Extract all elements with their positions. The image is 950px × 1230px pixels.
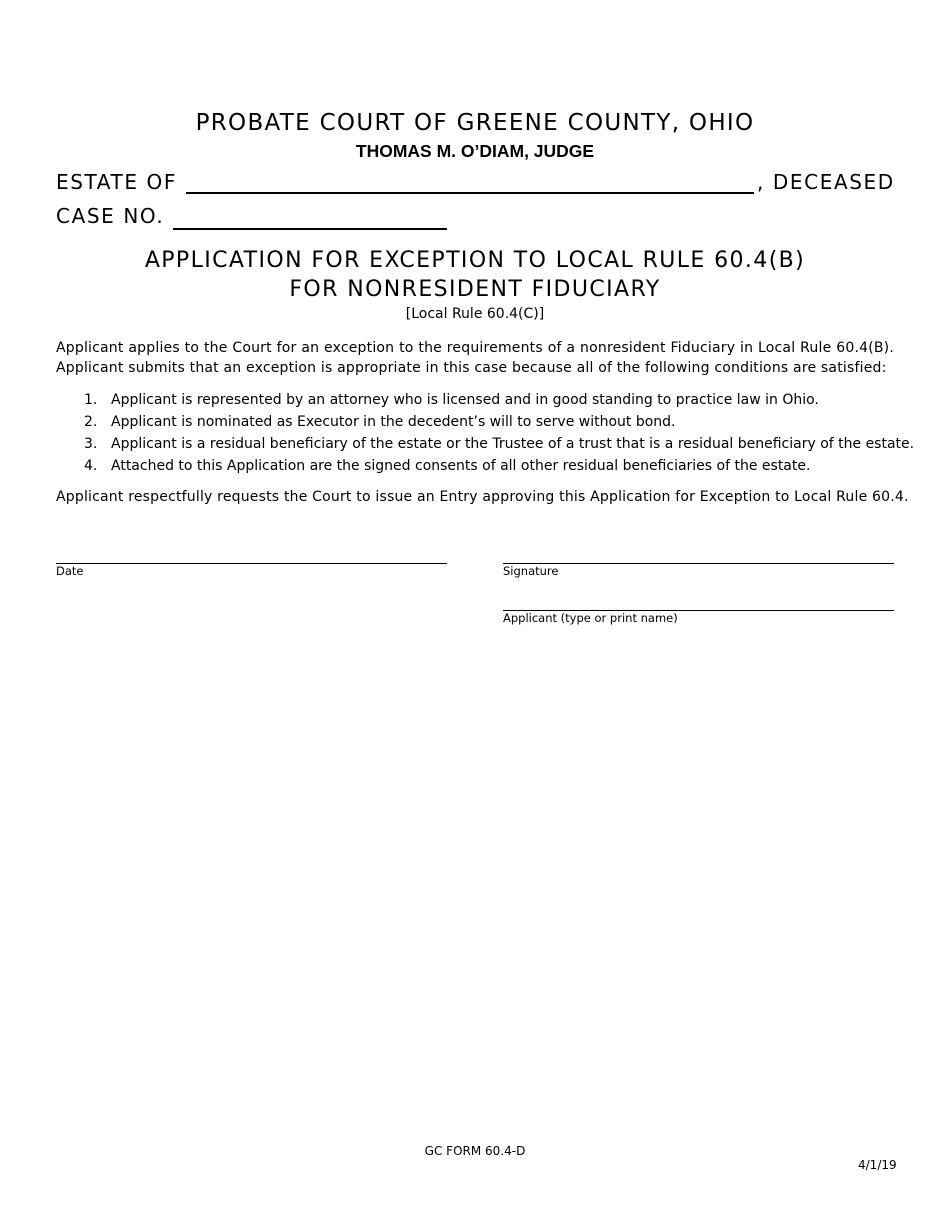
form-revision-date: 4/1/19 (858, 1158, 897, 1172)
estate-of-label: ESTATE OF (56, 170, 177, 194)
date-field[interactable] (56, 563, 447, 564)
condition-item (84, 414, 676, 430)
deceased-label: , DECEASED (757, 170, 895, 194)
condition-item (84, 392, 819, 408)
intro-paragraph (56, 338, 894, 378)
condition-number: 2. (84, 414, 98, 430)
application-title-line2: FOR NONRESIDENT FIDUCIARY (289, 277, 661, 302)
applicant-name-label: Applicant (type or print name) (503, 611, 678, 625)
condition-number: 1. (84, 392, 98, 408)
condition-text: Applicant is nominated as Executor in the decedent’s will to serve without bond. (111, 414, 676, 430)
case-number-field[interactable] (173, 228, 447, 230)
condition-text: Attached to this Application are the signed consents of all other residual beneficiaries of the estate. (111, 458, 811, 474)
condition-number: 3. (84, 436, 98, 452)
condition-number: 4. (84, 458, 98, 474)
form-id: GC FORM 60.4-D (424, 1144, 526, 1158)
request-paragraph: Applicant respectfully requests the Court to issue an Entry approving this Application for Exception to Local Rule 60.4. (56, 489, 909, 505)
date-label: Date (56, 564, 84, 578)
intro-line-1: Applicant applies to the Court for an exception to the requirements of a nonresident Fiduciary in Local Rule 60.4(B). (56, 340, 894, 356)
condition-item (84, 436, 914, 452)
case-number-label: CASE NO. (56, 204, 165, 228)
condition-text: Applicant is represented by an attorney who is licensed and in good standing to practice law in Ohio. (111, 392, 819, 408)
intro-line-2: Applicant submits that an exception is appropriate in this case because all of the following conditions are satisfied: (56, 360, 887, 376)
signature-field[interactable] (503, 563, 894, 564)
application-title-line1: APPLICATION FOR EXCEPTION TO LOCAL RULE 60.4(B) (144, 248, 806, 273)
judge-name: THOMAS M. O’DIAM, JUDGE (355, 141, 595, 161)
condition-text: Applicant is a residual beneficiary of the estate or the Trustee of a trust that is a residual beneficiary of the estate. (111, 436, 915, 452)
estate-name-field[interactable] (186, 192, 754, 194)
rule-reference: [Local Rule 60.4(C)] (405, 306, 545, 322)
court-title: PROBATE COURT OF GREENE COUNTY, OHIO (195, 110, 755, 136)
condition-item (84, 458, 810, 474)
signature-label: Signature (503, 564, 559, 578)
